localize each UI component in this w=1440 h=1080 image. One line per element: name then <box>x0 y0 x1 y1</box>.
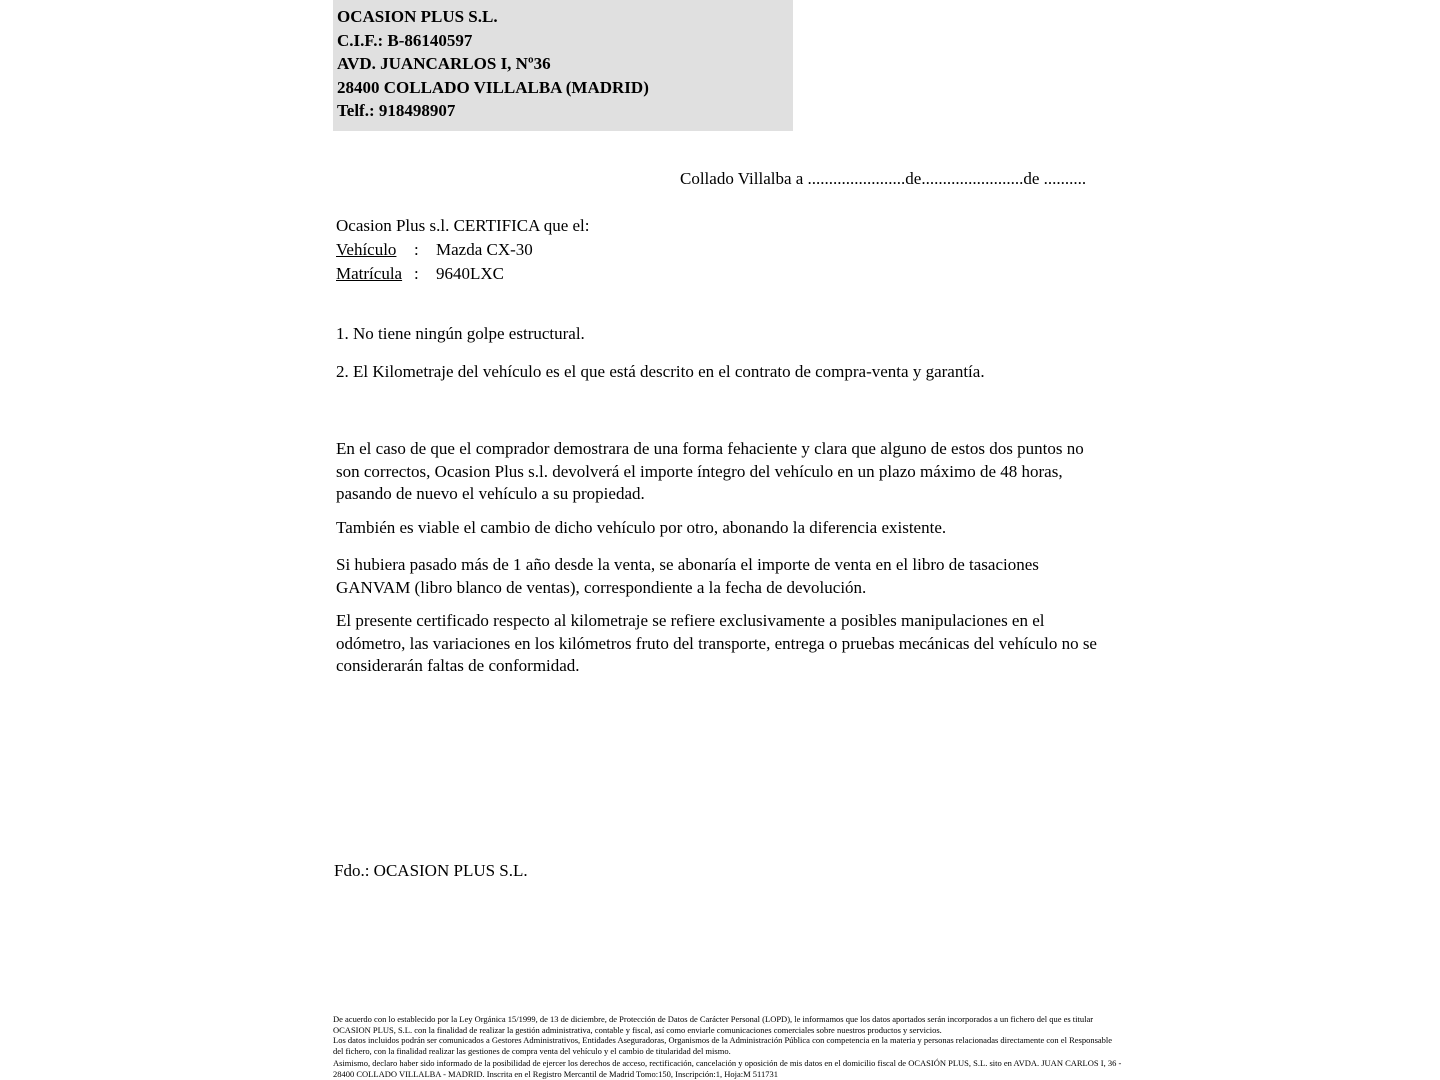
vehicle-field-value: Mazda CX-30 <box>436 240 533 259</box>
certificate-point-1: 1. No tiene ningún golpe estructural. <box>336 324 585 343</box>
certificate-block <box>336 214 590 286</box>
letterhead-block <box>333 0 793 131</box>
vehicle-field-label: Vehículo <box>336 240 397 259</box>
vehicle-field-separator: : <box>414 240 419 259</box>
letterhead-company-name: OCASION PLUS S.L. <box>337 7 498 26</box>
legal-notice-line-1: De acuerdo con lo establecido por la Ley Orgánica 15/1999, de 13 de diciembre, de Protección de Datos de Carácter Personal (LOPD), le informamos que los datos aportados serán incorporados a un fichero del que es titular OCASION PLUS, S.L. con la finalidad de realizar la gestión administrativa, contable y fiscal, así como enviarle comunicaciones comerciales sobre nuestros productos y servicios. <box>333 1014 1094 1035</box>
body-paragraph-2: También es viable el cambio de dicho vehículo por otro, abonando la diferencia existente. <box>336 518 947 537</box>
plate-field-row <box>336 262 590 286</box>
plate-field-label: Matrícula <box>336 264 403 283</box>
letterhead-address: AVD. JUANCARLOS I, Nº36 <box>337 54 551 73</box>
letterhead-city: 28400 COLLADO VILLALBA (MADRID) <box>337 77 649 97</box>
legal-notice-line-2: Los datos incluidos podrán ser comunicados a Gestores Administrativos, Entidades Aseguradoras, Organismos de la Administración Pública con competencia en la materia y personas relacionadas directamente con el Responsable del fichero, con la finalidad realizar las gestiones de compra venta del vehículo y el cambio de titularidad del mismo. <box>333 1035 1113 1056</box>
letterhead-cif: C.I.F.: B-86140597 <box>337 30 473 50</box>
plate-field-value: 9640LXC <box>436 264 504 283</box>
letterhead-phone: Telf.: 918498907 <box>337 101 456 120</box>
body-paragraph-1: En el caso de que el comprador demostrara de una forma fehaciente y clara que alguno de estos dos puntos no son correctos, Ocasion Plus s.l. devolverá el importe íntegro del vehículo en un plazo máximo de 48 horas, pasando de nuevo el vehículo a su propiedad. <box>336 439 1084 503</box>
body-paragraph-3: Si hubiera pasado más de 1 año desde la venta, se abonaría el importe de venta en el libro de tasaciones GANVAM (libro blanco de ventas), correspondiente a la fecha de devolución. <box>336 555 1039 597</box>
legal-notice <box>333 1014 1123 1079</box>
plate-field-separator: : <box>414 264 419 283</box>
legal-notice-line-3: Asimismo, declaro haber sido informado de la posibilidad de ejercer los derechos de acceso, rectificación, cancelación y oposición de mis datos en el domicilio fiscal de OCASIÓN PLUS, S.L. sito en AVDA. JUAN CARLOS I, 36 - 28400 COLLADO VILLALBA - MADRID. Inscrita en el Registro Mercantil de Madrid Tomo:150, Inscripción:1, Hoja:M 511731 <box>333 1058 1122 1079</box>
certificate-intro: Ocasion Plus s.l. CERTIFICA que el: <box>336 216 590 235</box>
signature-line: Fdo.: OCASION PLUS S.L. <box>334 861 528 880</box>
certificate-point-2: 2. El Kilometraje del vehículo es el que está descrito en el contrato de compra-venta y garantía. <box>336 362 985 381</box>
body-paragraph-4: El presente certificado respecto al kilometraje se refiere exclusivamente a posibles manipulaciones en el odómetro, las variaciones en los kilómetros fruto del transporte, entrega o pruebas mecánicas del vehículo no se considerarán faltas de conformidad. <box>336 611 1097 675</box>
vehicle-field-row <box>336 238 590 262</box>
date-line: Collado Villalba a .......................de........................de .......... <box>680 169 1087 188</box>
